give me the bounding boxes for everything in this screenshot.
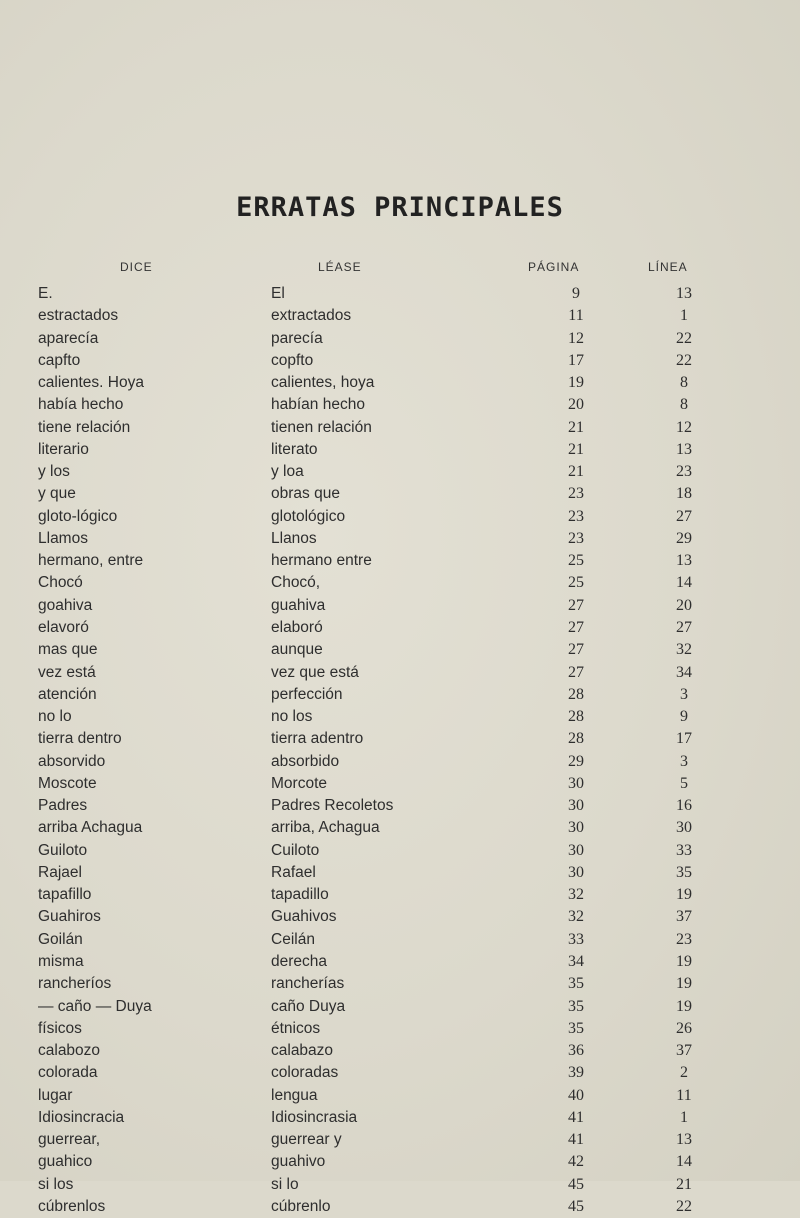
cell-lease: aunque xyxy=(271,641,323,659)
table-row xyxy=(0,951,800,973)
cell-linea: 14 xyxy=(676,574,692,592)
cell-lease: calabazo xyxy=(271,1042,334,1060)
table-row xyxy=(0,1107,800,1129)
cell-lease: absorbido xyxy=(271,752,340,770)
cell-dice: Chocó xyxy=(38,574,83,592)
cell-lease: tierra adentro xyxy=(271,730,364,748)
cell-dice: tierra dentro xyxy=(38,730,122,748)
table-row xyxy=(0,328,800,350)
cell-pagina: 34 xyxy=(568,952,584,970)
cell-dice: estractados xyxy=(38,307,119,325)
cell-lease: derecha xyxy=(271,952,328,970)
table-row xyxy=(0,684,800,706)
cell-linea: 20 xyxy=(676,596,692,614)
table-row xyxy=(0,506,800,528)
cell-linea: 34 xyxy=(676,663,692,681)
cell-dice: Guahiros xyxy=(38,908,101,926)
cell-dice: arriba Achagua xyxy=(38,819,143,837)
cell-pagina: 30 xyxy=(568,774,584,792)
cell-lease: obras que xyxy=(271,485,340,503)
cell-lease: glotológico xyxy=(271,507,346,525)
cell-linea: 23 xyxy=(676,463,692,481)
cell-pagina: 19 xyxy=(568,374,584,392)
cell-dice: elavoró xyxy=(38,618,89,636)
cell-lease: Llanos xyxy=(271,529,317,547)
cell-dice: mas que xyxy=(38,641,98,659)
cell-dice: tiene relación xyxy=(38,418,131,436)
cell-dice: goahiva xyxy=(38,596,93,614)
cell-linea: 16 xyxy=(676,797,692,815)
cell-linea: 19 xyxy=(676,975,692,993)
cell-pagina: 12 xyxy=(568,329,584,347)
cell-dice: absorvido xyxy=(38,752,106,770)
cell-linea: 37 xyxy=(676,908,692,926)
table-row xyxy=(0,795,800,817)
cell-linea: 1 xyxy=(680,307,688,325)
table-row xyxy=(0,394,800,416)
table-row xyxy=(0,773,800,795)
table-row xyxy=(0,751,800,773)
cell-linea: 19 xyxy=(676,997,692,1015)
cell-pagina: 27 xyxy=(568,641,584,659)
cell-dice: Rajael xyxy=(38,863,82,881)
cell-linea: 1 xyxy=(680,1108,688,1126)
cell-pagina: 28 xyxy=(568,730,584,748)
cell-linea: 22 xyxy=(676,1197,692,1215)
table-row xyxy=(0,483,800,505)
table-row xyxy=(0,973,800,995)
cell-linea: 8 xyxy=(680,396,688,414)
table-row xyxy=(0,706,800,728)
cell-pagina: 30 xyxy=(568,819,584,837)
cell-dice: capfto xyxy=(38,351,81,369)
cell-pagina: 17 xyxy=(568,351,584,369)
cell-pagina: 35 xyxy=(568,1019,584,1037)
cell-lease: tapadillo xyxy=(271,886,329,904)
cell-dice: calabozo xyxy=(38,1042,101,1060)
table-row xyxy=(0,572,800,594)
cell-lease: perfección xyxy=(271,685,343,703)
cell-pagina: 41 xyxy=(568,1108,584,1126)
header-linea: LÍNEA xyxy=(648,260,688,274)
cell-pagina: 21 xyxy=(568,463,584,481)
table-row xyxy=(0,617,800,639)
header-lease: LÉASE xyxy=(318,260,362,274)
cell-dice: si los xyxy=(38,1175,74,1193)
cell-linea: 5 xyxy=(680,774,688,792)
table-row xyxy=(0,862,800,884)
table-row xyxy=(0,417,800,439)
table-row xyxy=(0,1151,800,1173)
cell-pagina: 29 xyxy=(568,752,584,770)
table-row xyxy=(0,1174,800,1196)
cell-pagina: 21 xyxy=(568,418,584,436)
cell-linea: 13 xyxy=(676,440,692,458)
table-row xyxy=(0,1085,800,1107)
cell-lease: Guahivos xyxy=(271,908,337,926)
cell-lease: Chocó, xyxy=(271,574,321,592)
cell-linea: 11 xyxy=(676,1086,692,1104)
cell-lease: habían hecho xyxy=(271,396,365,414)
cell-pagina: 40 xyxy=(568,1086,584,1104)
cell-lease: extractados xyxy=(271,307,352,325)
cell-dice: Llamos xyxy=(38,529,88,547)
cell-linea: 12 xyxy=(676,418,692,436)
cell-dice: — caño — Duya xyxy=(38,997,152,1015)
table-row xyxy=(0,528,800,550)
cell-dice: había hecho xyxy=(38,396,124,414)
cell-linea: 21 xyxy=(676,1175,692,1193)
cell-linea: 9 xyxy=(680,708,688,726)
table-row xyxy=(0,840,800,862)
cell-pagina: 32 xyxy=(568,886,584,904)
cell-lease: parecía xyxy=(271,329,323,347)
cell-dice: cúbrenlos xyxy=(38,1197,106,1215)
cell-pagina: 27 xyxy=(568,618,584,636)
cell-pagina: 27 xyxy=(568,596,584,614)
table-row xyxy=(0,728,800,750)
table-row xyxy=(0,996,800,1018)
cell-lease: literato xyxy=(271,440,318,458)
table-row xyxy=(0,1196,800,1218)
cell-dice: colorada xyxy=(38,1064,98,1082)
cell-linea: 26 xyxy=(676,1019,692,1037)
cell-pagina: 25 xyxy=(568,574,584,592)
cell-linea: 22 xyxy=(676,351,692,369)
cell-dice: literario xyxy=(38,440,89,458)
table-row xyxy=(0,595,800,617)
cell-dice: hermano, entre xyxy=(38,552,144,570)
cell-linea: 19 xyxy=(676,952,692,970)
table-row xyxy=(0,283,800,305)
cell-lease: guahiva xyxy=(271,596,326,614)
table-row xyxy=(0,639,800,661)
page-title: ERRATAS PRINCIPALES xyxy=(236,192,564,223)
table-row xyxy=(0,1018,800,1040)
cell-linea: 2 xyxy=(680,1064,688,1082)
cell-dice: gloto-lógico xyxy=(38,507,118,525)
table-row xyxy=(0,461,800,483)
cell-pagina: 27 xyxy=(568,663,584,681)
cell-lease: Cuiloto xyxy=(271,841,320,859)
cell-linea: 19 xyxy=(676,886,692,904)
cell-lease: rancherías xyxy=(271,975,345,993)
cell-lease: arriba, Achagua xyxy=(271,819,380,837)
cell-lease: tienen relación xyxy=(271,418,372,436)
table-row xyxy=(0,1040,800,1062)
table-row xyxy=(0,350,800,372)
cell-pagina: 25 xyxy=(568,552,584,570)
header-pagina: PÁGINA xyxy=(528,260,580,274)
cell-linea: 32 xyxy=(676,641,692,659)
cell-pagina: 30 xyxy=(568,797,584,815)
cell-linea: 13 xyxy=(676,285,692,302)
cell-linea: 3 xyxy=(680,685,688,703)
cell-lease: calientes, hoya xyxy=(271,374,375,392)
cell-lease: Rafael xyxy=(271,863,316,881)
table-row xyxy=(0,1062,800,1084)
cell-pagina: 9 xyxy=(572,285,580,302)
table-row xyxy=(0,884,800,906)
cell-dice: vez está xyxy=(38,663,96,681)
cell-dice: guahico xyxy=(38,1153,93,1171)
cell-pagina: 35 xyxy=(568,997,584,1015)
cell-linea: 30 xyxy=(676,819,692,837)
cell-lease: étnicos xyxy=(271,1019,321,1037)
cell-lease: caño Duya xyxy=(271,997,346,1015)
cell-dice: aparecía xyxy=(38,329,99,347)
cell-lease: guerrear y xyxy=(271,1131,342,1149)
table-row xyxy=(0,929,800,951)
cell-pagina: 32 xyxy=(568,908,584,926)
cell-linea: 17 xyxy=(676,730,692,748)
cell-dice: Idiosincracia xyxy=(38,1108,125,1126)
cell-linea: 33 xyxy=(676,841,692,859)
cell-linea: 3 xyxy=(680,752,688,770)
table-row xyxy=(0,439,800,461)
cell-linea: 13 xyxy=(676,552,692,570)
cell-pagina: 35 xyxy=(568,975,584,993)
cell-pagina: 23 xyxy=(568,485,584,503)
cell-dice: no lo xyxy=(38,708,72,726)
cell-lease: Idiosincrasia xyxy=(271,1108,358,1126)
cell-linea: 27 xyxy=(676,618,692,636)
cell-linea: 18 xyxy=(676,485,692,503)
table-row xyxy=(0,906,800,928)
cell-linea: 29 xyxy=(676,529,692,547)
cell-pagina: 11 xyxy=(568,307,584,325)
cell-dice: calientes. Hoya xyxy=(38,374,144,392)
cell-linea: 37 xyxy=(676,1042,692,1060)
cell-dice: tapafillo xyxy=(38,886,92,904)
cell-linea: 23 xyxy=(676,930,692,948)
errata-table xyxy=(0,283,800,1218)
cell-dice: misma xyxy=(38,952,84,970)
cell-linea: 22 xyxy=(676,329,692,347)
cell-lease: elaboró xyxy=(271,618,323,636)
cell-lease: cúbrenlo xyxy=(271,1197,331,1215)
cell-pagina: 20 xyxy=(568,396,584,414)
header-dice: DICE xyxy=(120,260,153,274)
table-row xyxy=(0,1129,800,1151)
cell-pagina: 28 xyxy=(568,708,584,726)
cell-dice: Goilán xyxy=(38,930,83,948)
cell-lease: y loa xyxy=(271,463,304,481)
cell-pagina: 39 xyxy=(568,1064,584,1082)
cell-pagina: 33 xyxy=(568,930,584,948)
cell-pagina: 41 xyxy=(568,1131,584,1149)
cell-lease: coloradas xyxy=(271,1064,339,1082)
table-row xyxy=(0,662,800,684)
cell-pagina: 21 xyxy=(568,440,584,458)
cell-lease: si lo xyxy=(271,1175,299,1193)
cell-lease: Morcote xyxy=(271,774,327,792)
cell-lease: vez que está xyxy=(271,663,359,681)
table-row xyxy=(0,550,800,572)
cell-pagina: 23 xyxy=(568,507,584,525)
table-row xyxy=(0,817,800,839)
cell-dice: físicos xyxy=(38,1019,82,1037)
cell-pagina: 23 xyxy=(568,529,584,547)
cell-dice: y los xyxy=(38,463,70,481)
cell-pagina: 42 xyxy=(568,1153,584,1171)
cell-lease: copfto xyxy=(271,351,314,369)
cell-lease: no los xyxy=(271,708,313,726)
cell-pagina: 30 xyxy=(568,863,584,881)
cell-linea: 35 xyxy=(676,863,692,881)
cell-lease: guahivo xyxy=(271,1153,326,1171)
table-row xyxy=(0,305,800,327)
cell-pagina: 45 xyxy=(568,1197,584,1215)
cell-dice: y que xyxy=(38,485,76,503)
cell-dice: Moscote xyxy=(38,774,97,792)
cell-dice: atención xyxy=(38,685,97,703)
cell-pagina: 28 xyxy=(568,685,584,703)
cell-dice: rancheríos xyxy=(38,975,112,993)
cell-lease: Padres Recoletos xyxy=(271,797,394,815)
cell-pagina: 30 xyxy=(568,841,584,859)
cell-linea: 8 xyxy=(680,374,688,392)
cell-pagina: 36 xyxy=(568,1042,584,1060)
cell-dice: guerrear, xyxy=(38,1131,101,1149)
cell-lease: lengua xyxy=(271,1086,318,1104)
cell-lease: El xyxy=(271,285,285,302)
cell-pagina: 45 xyxy=(568,1175,584,1193)
cell-lease: hermano entre xyxy=(271,552,372,570)
cell-linea: 27 xyxy=(676,507,692,525)
cell-linea: 13 xyxy=(676,1131,692,1149)
cell-dice: lugar xyxy=(38,1086,73,1104)
cell-dice: Guiloto xyxy=(38,841,88,859)
cell-dice: Padres xyxy=(38,797,88,815)
cell-lease: Ceilán xyxy=(271,930,315,948)
cell-linea: 14 xyxy=(676,1153,692,1171)
table-row xyxy=(0,372,800,394)
cell-dice: E. xyxy=(38,285,53,302)
